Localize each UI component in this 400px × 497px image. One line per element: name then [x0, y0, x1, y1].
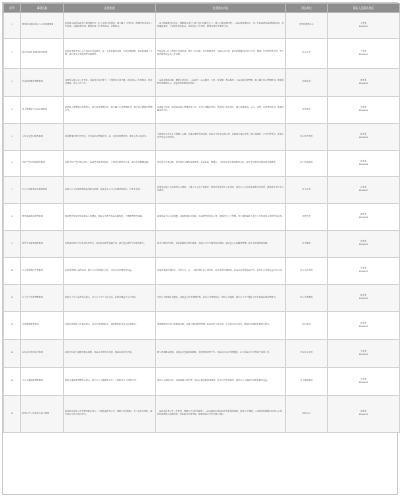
contact-name: 黄某某: [360, 214, 367, 217]
task-content-cell: 一是全面梳理责任清单，明确牵头部门与配合部门的职责分工，建立定期会商制度；二是加强督促检查，对工作推进情况进行跟踪问效，及时通报进展；三是强化信息报送，按时报送工作情况，确保各项任务落到实处。: [156, 13, 286, 39]
contact-name: 刘某某: [360, 107, 367, 110]
task-content-cell: 全面推行企业开办全程网上办理，压减办理环节和时间，推进电子营业执照应用，加强事中事后监管，落实双随机一公开监管要求，营造公平竞争的市场环境。: [156, 124, 286, 151]
contact-phone: 83000004: [358, 110, 369, 112]
contact-name: 徐某某: [360, 295, 367, 298]
table-header: [4, 4, 400, 13]
row-number-cell: 6: [4, 151, 21, 177]
header-cell-no: 序号: [4, 4, 21, 13]
responsible-unit-cell: 区卫健局: [286, 231, 328, 258]
policy-basis-cell: 根据安全生产法及有关规定，压实安全生产主体责任，防范化解重大安全风险。: [64, 285, 156, 312]
task-content-cell: 一是完善审批流程，精简申请材料；二是推行一站式服务，实现一窗受理、集成服务；三是加强监督管理，建立健全动态管理机制，确保救助对象精准认定，资金及时足额发放到位。: [156, 69, 286, 97]
contact-cell: [328, 39, 400, 69]
contact-cell: [328, 396, 400, 433]
table-row: [4, 231, 400, 258]
row-number-cell: 9: [4, 231, 21, 258]
policy-basis-cell: 依据环境保护法律法规，落实生态环境保护责任，持续改善区域环境质量。: [64, 258, 156, 285]
contact-phone: 83000009: [358, 244, 369, 246]
task-content-cell: 完善分级诊疗制度，推进家庭医生签约服务，加强公共卫生服务体系建设，做好重点人群健康管理，提升群众就医获得感。: [156, 231, 286, 258]
responsible-unit-cell: 区民政局: [286, 69, 328, 97]
contact-name: 赵某某: [360, 187, 367, 190]
header-cell-lead: 负责落实内容: [156, 4, 286, 13]
table-row: [4, 285, 400, 312]
task-content-cell: 统筹推进学校布局调整，加强师资队伍建设，推进教育信息化应用，规范招生入学管理，切实保障适龄儿童少年平等接受义务教育的权利。: [156, 204, 286, 231]
row-number-cell: 8: [4, 204, 21, 231]
row-number-cell: 11: [4, 285, 21, 312]
row-number-cell: 1: [4, 13, 21, 39]
contact-phone: 83000012: [358, 325, 369, 328]
contact-phone: 83000001: [358, 25, 369, 28]
table-row: [4, 97, 400, 124]
contact-phone: 83000015: [358, 414, 369, 416]
contact-name: 王某某: [360, 50, 367, 53]
row-number-cell: 3: [4, 69, 21, 97]
contact-cell: [328, 258, 400, 285]
policy-basis-cell: 按照住房保障工作相关规定，完善住房保障体系，满足困难群众基本住房需求。: [64, 312, 156, 340]
row-number-cell: 14: [4, 368, 21, 396]
policy-basis-cell: 依据城市管理相关条例规定，落实属地管理责任，建立健全长效管理机制，提升城市精细化管理水平。: [64, 97, 156, 124]
contact-phone: 83000005: [358, 137, 369, 139]
item-name-cell: 城乡居民养老保险服务事项: [21, 39, 64, 69]
header-cell-name: 事项名称: [21, 4, 64, 13]
policy-basis-cell: 依据乡村振兴战略及相关政策，推进农业现代化发展，促进农民持续增收。: [64, 340, 156, 368]
header-cell-basis: 政策依据: [64, 4, 156, 13]
item-name-cell: 医疗卫生服务保障事项: [21, 231, 64, 258]
contact-phone: 83000006: [358, 163, 369, 166]
responsible-unit-cell: 区政府办: [286, 396, 328, 433]
table-row: [4, 39, 400, 69]
contact-phone: 83000007: [358, 190, 369, 192]
item-name-cell: 公共交通运输管理事项: [21, 368, 64, 396]
row-number-cell: 10: [4, 258, 21, 285]
item-name-cell: 市场主体登记服务事项: [21, 124, 64, 151]
contact-name: 张某某: [360, 79, 367, 82]
item-name-cell: 住房保障服务事项: [21, 312, 64, 340]
responsible-unit-cell: 区应急管理局: [286, 285, 328, 312]
item-name-cell: 社会救助审批管理事项: [21, 69, 64, 97]
table-body: [4, 13, 400, 433]
contact-phone: 83000003: [358, 82, 369, 85]
contact-cell: [328, 69, 400, 97]
task-content-cell: 加强综合协调，统筹推进城市管理各项工作，开展专项整治行动，及时回应群众诉求，建立问题发现、交办、处置、反馈闭环机制，确保问题按时办结。: [156, 97, 286, 124]
task-content-cell: 优化登记业务流程，推行预约办理和延时服务，加快推进一网通办，实现常见登记事项限时办结，提升登记服务效能和群众满意度。: [156, 151, 286, 177]
item-name-cell: 农业农村发展扶持事项: [21, 340, 64, 368]
responsible-unit-cell: 区农业农村局: [286, 340, 328, 368]
contact-cell: [328, 368, 400, 396]
task-table: [3, 3, 400, 433]
contact-phone: 83000008: [358, 217, 369, 219]
contact-phone: 83000011: [358, 298, 369, 300]
item-name-cell: 安全生产监督管理事项: [21, 285, 64, 312]
contact-name: 周某某: [360, 241, 367, 244]
task-content-cell: 加强基层综合文化服务中心建设，丰富公共文化产品供给，组织开展群众性文化活动，完善公共文化设施免费开放制度，满足群众多样化文化需求。: [156, 177, 286, 204]
contact-name: 胡某某: [360, 411, 367, 414]
responsible-unit-cell: 区教育局: [286, 204, 328, 231]
policy-basis-cell: 按照有关规定和工作要求，加强部门协作配合，实现信息共享互通，推动相关工作规范化、标准化建设，形成工作合力。: [64, 69, 156, 97]
contact-cell: [328, 124, 400, 151]
responsible-unit-cell: 区自然资源局: [286, 151, 328, 177]
task-content-cell: 加强污染源监督检查，开展大气、水、土壤污染防治专项行动，完善环境监测网络，依法查处环境违法行为，推动生态环境质量持续向好。: [156, 258, 286, 285]
item-name-cell: 政务公开与信息发布综合事项: [21, 396, 64, 433]
document-page: [2, 2, 398, 495]
table-row: [4, 124, 400, 151]
contact-cell: [328, 285, 400, 312]
row-number-cell: 7: [4, 177, 21, 204]
responsible-unit-cell: 区城管局: [286, 97, 328, 124]
table-row: [4, 368, 400, 396]
policy-basis-cell: 根据交通运输管理有关规定，提升公共交通服务水平，方便群众安全便捷出行。: [64, 368, 156, 396]
item-name-cell: 城市管理综合执法协调事项: [21, 97, 64, 124]
item-name-cell: 现场检查强化政府与公众沟通事项: [21, 13, 64, 39]
task-content-cell: 优化公交线路布局，加强运输市场监管，推进交通基础设施建设，完善出行信息服务，提高公共交通运行效率和服务质量。: [156, 368, 286, 396]
contact-phone: 83000014: [358, 381, 369, 384]
item-name-cell: 不动产登记便民服务事项: [21, 151, 64, 177]
task-content-cell: 规范保障性住房申请审核流程，加强分配和使用管理，推进老旧小区改造，改善群众居住条件，确保住房保障政策落实到位。: [156, 312, 286, 340]
row-number-cell: 15: [4, 396, 21, 433]
contact-name: 杨某某: [360, 160, 367, 163]
policy-basis-cell: 根据教育发展规划和相关文件精神，促进义务教育优质均衡发展，合理配置教育资源。: [64, 204, 156, 231]
responsible-unit-cell: 区生态环境局: [286, 258, 328, 285]
responsible-unit-cell: 区市场监管局: [286, 124, 328, 151]
responsible-unit-cell: 区住建局: [286, 312, 328, 340]
contact-cell: [328, 97, 400, 124]
row-number-cell: 4: [4, 97, 21, 124]
responsible-unit-cell: 区人社局: [286, 39, 328, 69]
row-number-cell: 12: [4, 312, 21, 340]
contact-cell: [328, 340, 400, 368]
contact-phone: 83000010: [358, 271, 369, 273]
table-row: [4, 151, 400, 177]
policy-basis-cell: 根据商事制度改革要求，持续深化放管服改革，进一步优化营商环境，激发市场主体活力。: [64, 124, 156, 151]
row-number-cell: 2: [4, 39, 21, 69]
task-content-cell: 一是完善政务公开工作机制，明确公开内容和程序；二是加强政府网站和政务新媒体建设，拓展公开渠道；三是做好政策解读和回应关切，及时准确发布权威信息；四是强化监督考核，确保各项公开要求落实到位。: [156, 396, 286, 433]
policy-basis-cell: 依据政府信息公开条例及相关规定，全面推进政务公开，保障公众知情权、参与权和监督权，提升政府公信力和执行力。: [64, 396, 156, 433]
policy-basis-cell: 根据国务院及省市关于深化改革的意见，进一步优化服务流程，压缩办理时限，推进事项网上办理，提升群众办事便利度和满意度。: [64, 39, 156, 69]
contact-cell: [328, 231, 400, 258]
item-name-cell: 公共文化服务体系建设事项: [21, 177, 64, 204]
contact-name: 孙某某: [360, 322, 367, 325]
table-row: [4, 69, 400, 97]
table-row: [4, 258, 400, 285]
table-row: [4, 312, 400, 340]
contact-name: 陈某某: [360, 134, 367, 137]
contact-phone: 83000002: [358, 53, 369, 56]
table-row: [4, 340, 400, 368]
table-row: [4, 204, 400, 231]
contact-cell: [328, 151, 400, 177]
contact-name: 李某某: [360, 22, 367, 25]
contact-name: 朱某某: [360, 378, 367, 381]
header-cell-contact: 联系人及联系电话: [328, 4, 400, 13]
policy-basis-cell: 按照不动产登记相关规定，推进登记服务便民化，实现部门间信息共享，减少群众跑腿次数。: [64, 151, 156, 177]
item-name-cell: 教育资源优化配置事项: [21, 204, 64, 231]
contact-name: 吴某某: [360, 268, 367, 271]
contact-cell: [328, 204, 400, 231]
row-number-cell: 13: [4, 340, 21, 368]
table-row: [4, 13, 400, 39]
contact-name: 马某某: [360, 350, 367, 353]
policy-basis-cell: 按照深化医药卫生体制改革要求，推动优质医疗资源下沉，提升基层医疗卫生服务能力。: [64, 231, 156, 258]
table-row: [4, 177, 400, 204]
item-name-cell: 生态环境保护监管事项: [21, 258, 64, 285]
responsible-unit-cell: 区文旅局: [286, 177, 328, 204]
task-content-cell: 落实各项惠农政策，加强农业基础设施建设，发展特色优势产业，推进农村人居环境整治，扎实推进乡村全面振兴各项工作。: [156, 340, 286, 368]
contact-phone: 83000013: [358, 353, 369, 356]
responsible-unit-cell: 区交通运输局: [286, 368, 328, 396]
policy-basis-cell: 依据相关法律法规及上级部署要求，结合本地实际情况，建立健全工作机制，明确目标任务和工作措施，加强统筹协调，确保各项工作有序推进，按期完成。: [64, 13, 156, 39]
responsible-unit-cell: 区行政服务中心: [286, 13, 328, 39]
contact-cell: [328, 13, 400, 39]
table-row: [4, 396, 400, 433]
header-cell-unit: 责任单位: [286, 4, 328, 13]
policy-basis-cell: 依据公共文化服务保障法及相关政策，推进基本公共文化服务标准化、均等化发展。: [64, 177, 156, 204]
task-content-cell: 严格按照工作方案落实各项措施，细化工作流程，完善配套制度，加强人员培训，做好政策解读和宣传引导，确保工作平稳有序开展，切实提高服务质量和工作效率。: [156, 39, 286, 69]
task-content-cell: 开展安全隐患排查整治，加强重点行业领域监管，完善应急预案体系，组织应急演练，提升安全生产整体水平和事故防范处置能力。: [156, 285, 286, 312]
row-number-cell: 5: [4, 124, 21, 151]
contact-cell: [328, 312, 400, 340]
contact-cell: [328, 177, 400, 204]
